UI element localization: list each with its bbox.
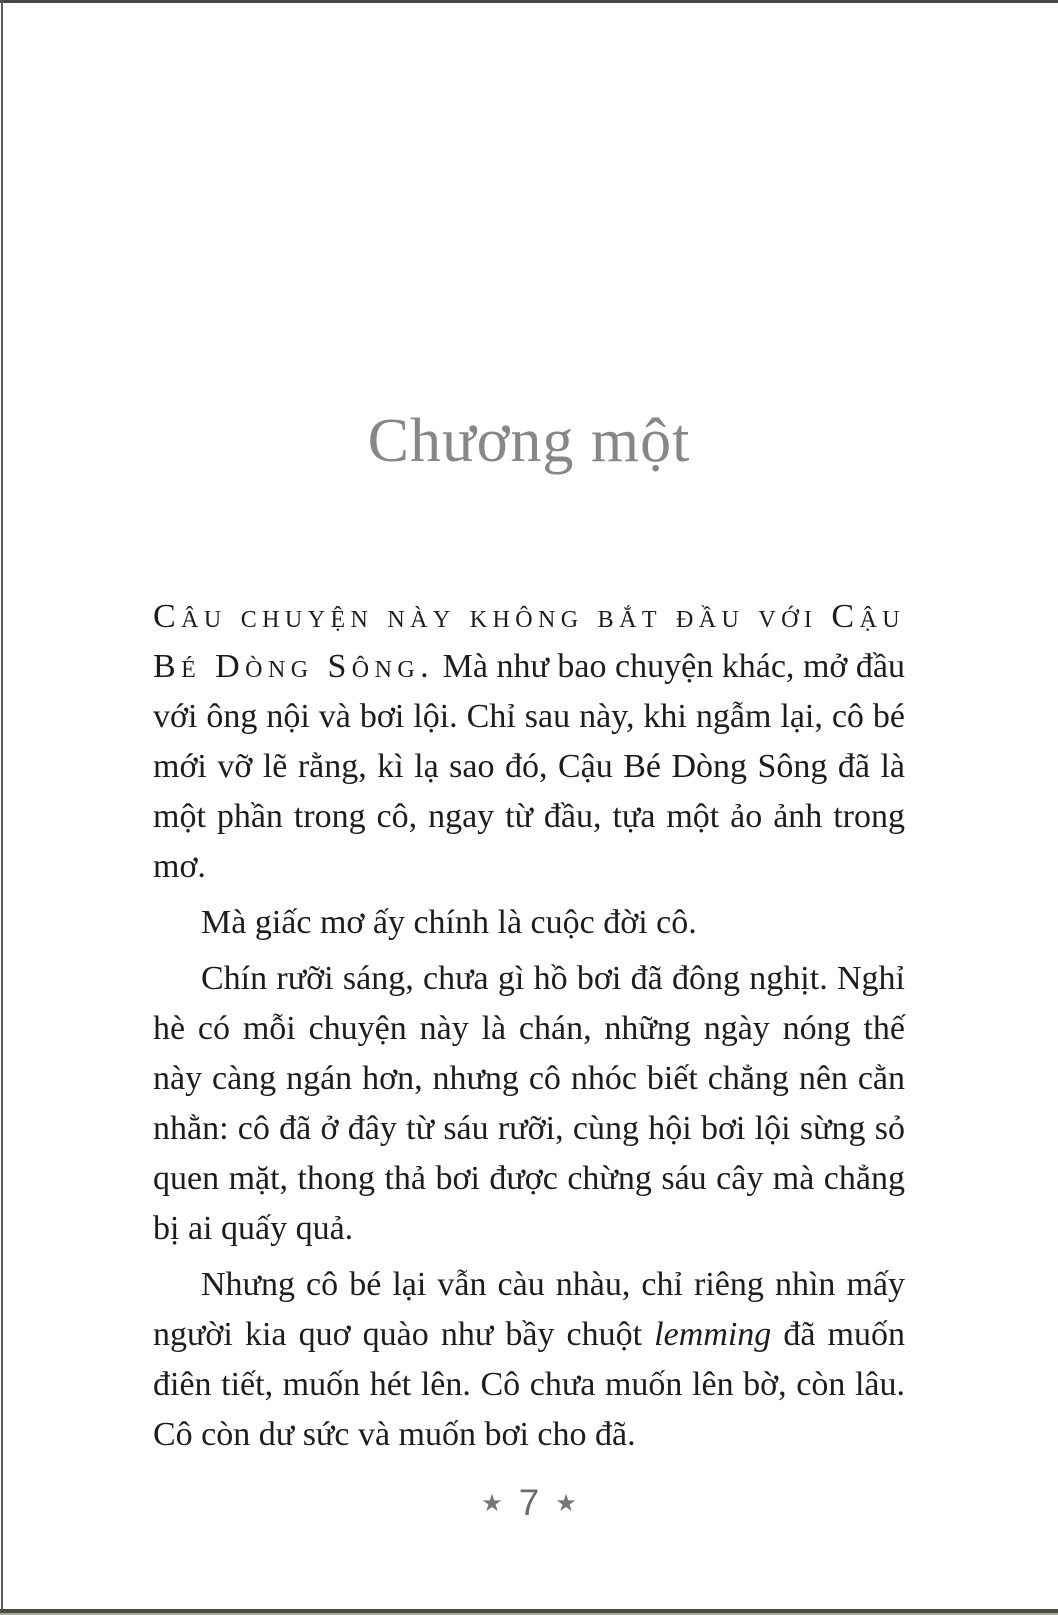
paragraph-1-rest: Mà như bao chuyện khác, mở đầu với ông nội và bơi lội. Chỉ sau này, khi ngẫm lại, cô bé mới vỡ lẽ rằng, kì lạ sao đó, Cậu Bé Dòng Sông đã là một phần trong cô, ngay từ đầu, tựa một ảo ảnh trong mơ. [153,648,905,885]
paragraph-4-segment-2: đã muốn điên tiết, muốn hét lên. Cô chưa muốn lên bờ, còn lâu. Cô còn dư sức và muốn bơi cho đã. [153,1316,905,1453]
page-edge-left [1,0,3,1615]
paragraph-4 [153,1260,905,1460]
star-icon: ★ [555,1488,577,1517]
paragraph-4-segment-1: Nhưng cô bé lại vẫn càu nhàu, chỉ riêng nhìn mấy người kia quơ quào như bầy chuột [153,1266,905,1353]
paragraph-1 [153,592,905,892]
page-footer [0,1484,1058,1521]
star-icon: ★ [481,1488,503,1517]
chapter-title: Chương một [367,407,691,475]
body-text-block [153,592,905,1466]
paragraph-1-smallcaps-lead: Câu chuyện này không bắt đầu với Cậu Bé Dòng Sông. [153,598,905,685]
page-edge-top [0,0,1058,3]
page-number: 7 [518,1482,540,1523]
paragraph-3: Chín rưỡi sáng, chưa gì hồ bơi đã đông nghịt. Nghỉ hè có mỗi chuyện này là chán, những ngày nóng thế này càng ngán hơn, nhưng cô nhóc biết chẳng nên cằn nhằn: cô đã ở đây từ sáu rưỡi, cùng hội bơi lội sừng sỏ quen mặt, thong thả bơi được chừng sáu cây mà chẳng bị ai quấy quả. [153,960,905,1247]
paragraph-2: Mà giấc mơ ấy chính là cuộc đời cô. [201,904,697,941]
paragraph-4-italic-word: lemming [654,1316,772,1353]
